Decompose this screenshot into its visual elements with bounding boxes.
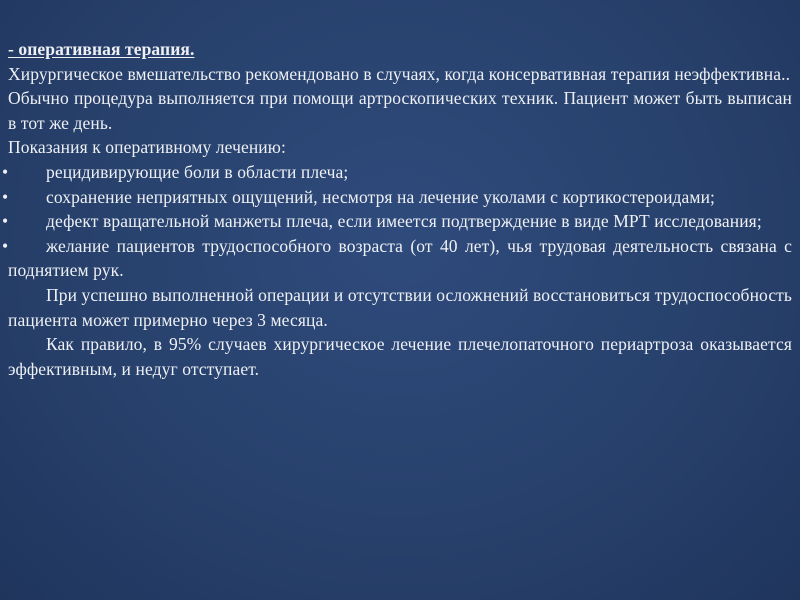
section-heading: - оперативная терапия. [8,39,195,59]
list-item [2,234,792,283]
list-item-text: желание пациентов трудоспособного возраста (от 40 лет), чья трудовая деятельность связана с поднятием рук. [8,235,792,281]
closing-paragraph: При успешно выполненной операции и отсутствии осложнений восстановиться трудоспособность пациента может примерно через 3 месяца. [8,284,793,330]
bullet-icon: • [2,186,9,207]
bullet-icon: • [2,161,9,182]
intro-paragraph: Обычно процедура выполняется при помощи артроскопических техник. Пациент может быть выписан в тот же день. [8,88,792,133]
bullet-icon: • [2,235,9,256]
closing-paragraph: Как правило, в 95% случаев хирургическое лечение плечелопаточного периартроза оказывается эффективным, и недуг отступает. [8,334,792,379]
list-item [2,160,792,185]
list-item-text: сохранение неприятных ощущений, несмотря на лечение уколами с кортикостероидами; [46,186,716,207]
list-item [2,185,792,210]
list-item [2,209,792,234]
indications-label: Показания к оперативному лечению: [8,137,286,158]
slide-text-block [2,37,793,381]
intro-paragraph: Хирургическое вмешательство рекомендовано в случаях, когда консервативная терапия неэффективна.. [8,63,791,84]
list-item-text: рецидивирующие боли в области плеча; [46,161,349,182]
list-item-text: дефект вращательной манжеты плеча, если имеется подтверждение в виде МРТ исследования; [46,211,762,232]
bullet-icon: • [2,211,9,232]
